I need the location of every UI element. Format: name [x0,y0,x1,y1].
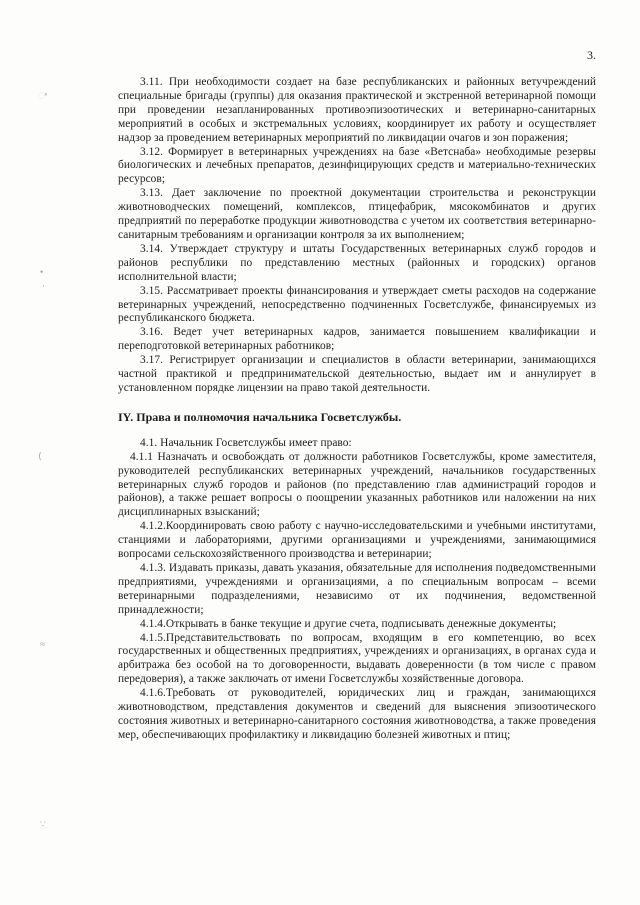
paragraph-4-1-4: 4.1.4.Открывать в банке текущие и другие счета, подписывать денежные документы; [140,617,557,630]
scan-mark: ≈ [40,639,45,649]
paragraph-4-1-2: 4.1.2.Координировать свою работу с научно-исследовательскими и учебными институтами, станциями и лабораториями, другими организациями и учреждениями, занимающимися вопросами сельскохозяйственного производства и ветеринарии; [118,520,596,561]
scan-mark: ∵ [40,819,46,829]
paragraph-3-11: 3.11. При необходимости создает на базе республиканских и районных ветучреждений специальные бригады (группы) для оказания практической и экстренной ветеринарной помощи при проведении незапланированных противоэпизоотических и ветеринарно-санитарных мероприятий в особых и экстремальных условиях, координирует их работу и осуществляет надзор за проведением ветеринарных мероприятий по ликвидации очагов и зон поражения; [118,76,596,144]
scan-mark: • [40,267,44,277]
paragraph-4-1-1: 4.1.1 Назначать и освобождать от должности работников Госветслужбы, кроме заместителя, руководителей республиканских ветеринарных учреждений, начальников государственных ветеринарных служб городов и районов (по представлению глав администраций городов и районов), а также решает вопросы о поощрении указанных работников или наложении на них дисциплинарных взысканий; [118,450,596,519]
paragraph-4-1-3: 4.1.3. Издавать приказы, давать указания, обязательные для исполнения подведомственными предприятиями, учреждениями и организациями, а по специальным вопросам – всеми ветеринарными подразделениями, независимо от их подчинения, ведомственной принадлежности; [118,562,596,616]
paragraph-3-12: 3.12. Формирует в ветеринарных учреждениях на базе «Ветснаба» необходимые резервы биологических и лечебных препаратов, дезинфицирующих средств и материально-технических ресурсов; [118,145,596,186]
paragraph-3-13: 3.13. Дает заключение по проектной документации строительства и реконструкции животноводческих помещений, комплексов, птицефабрик, мясокомбинатов и других предприятий по переработке продукции животноводства с учетом их соответствия ветеринарно-санитарным требованиям и организации контроля за их выполнением; [118,187,596,241]
document-body [118,76,596,743]
paragraph-4-1-5: 4.1.5.Представительствовать по вопросам, входящим в его компетенцию, во всех государственных и общественных предприятиях, учреждениях и организациях, в органах суда и арбитража без особой на то договоренности, выдавать доверенности (в том числе с правом передоверия), а также заключать от имени Госветслужбы хозяйственные договора. [118,631,596,686]
paragraph-4-1: 4.1. Начальник Госветслужбы имеет право: [140,436,352,449]
section-heading: IY. Права и полномочия начальника Госветслужбы. [118,409,402,424]
scan-mark: · [42,281,45,291]
paragraph-3-17: 3.17. Регистрирует организации и специалистов в области ветеринарии, занимающихся частной практикой и предпринимательской деятельностью, выдает им и аннулирует в установленном порядке лицензии на право такой деятельности. [118,354,596,394]
page-number: 3. [587,48,596,62]
paragraph-3-15: 3.15. Рассматривает проекты финансирования и утверждает сметы расходов на содержание ветеринарных учреждений, непосредственно подчиненных Госветслужбе, финансируемых из республиканского бюджета. [118,284,596,325]
paragraph-4-1-6: 4.1.6.Требовать от руководителей, юридических лиц и граждан, занимающихся животноводством, представления документов и сведений для выяснения эпизоотического состояния животных и ветеринарно-санитарного состояния животноводства, а также проведения мер, обеспечивающих профилактику и ликвидацию болезней животных и птиц; [118,687,596,741]
paragraph-3-16: 3.16. Ведет учет ветеринарных кадров, занимается повышением квалификации и переподготовкой ветеринарных работников; [118,326,596,353]
paragraph-3-14: 3.14. Утверждает структуру и штаты Государственных ветеринарных служб городов и районов республики по представлению местных (районных и городских) органов исполнительной власти; [118,242,596,283]
scan-mark: ⟨ [38,451,42,461]
scan-mark: ಿ [38,91,47,101]
